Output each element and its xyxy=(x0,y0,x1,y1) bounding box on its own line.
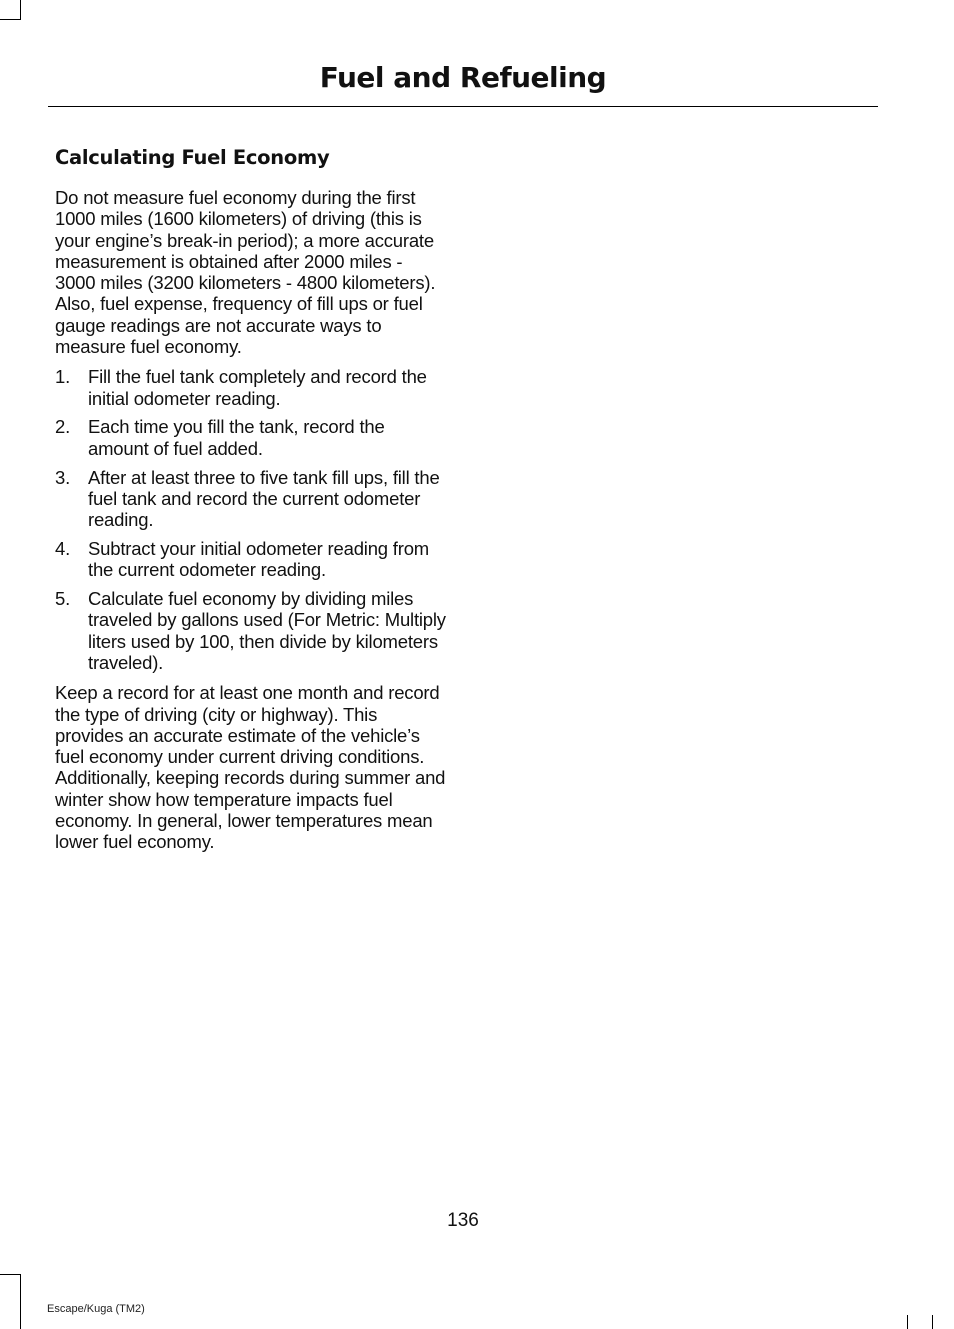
crop-mark-top-left-vertical xyxy=(20,0,21,19)
step-text: Fill the fuel tank completely and record the initial odometer reading. xyxy=(88,366,427,409)
step-number: 4. xyxy=(55,537,71,559)
title-divider xyxy=(48,106,878,107)
step-item-3 xyxy=(55,467,447,531)
footer-model-label: Escape/Kuga (TM2) xyxy=(47,1303,145,1315)
step-item-5 xyxy=(55,588,447,673)
step-item-4 xyxy=(55,538,447,581)
crop-mark-bottom-right-vertical-1 xyxy=(907,1315,908,1329)
step-number: 5. xyxy=(55,588,71,610)
crop-mark-bottom-right-vertical-2 xyxy=(932,1315,933,1329)
step-item-1 xyxy=(55,366,447,409)
page-number: 136 xyxy=(447,1210,479,1231)
content-column xyxy=(55,143,447,853)
section-heading: Calculating Fuel Economy xyxy=(55,146,330,169)
crop-mark-bottom-left-vertical xyxy=(20,1274,21,1329)
step-text: Calculate fuel economy by dividing miles traveled by gallons used (For Metric: Multiply liters used by 100, then divide by kilometers traveled). xyxy=(88,588,446,673)
crop-mark-top-left-horizontal xyxy=(0,19,21,20)
step-number: 3. xyxy=(55,466,71,488)
page-title: Fuel and Refueling xyxy=(319,61,607,94)
step-text: Each time you fill the tank, record the amount of fuel added. xyxy=(88,416,385,459)
step-text: Subtract your initial odometer reading from the current odometer reading. xyxy=(88,537,430,581)
step-text: After at least three to five tank fill ups, fill the fuel tank and record the current odometer reading. xyxy=(88,466,440,531)
step-number: 1. xyxy=(55,366,71,388)
crop-mark-bottom-left-horizontal xyxy=(0,1274,21,1275)
intro-paragraph: Do not measure fuel economy during the first 1000 miles (1600 kilometers) of driving (this is your engine’s break-in period); a more accurate measurement is obtained after 2000 miles - 3000 miles (3200 kilometers - 4800 kilometers). Also, fuel expense, frequency of fill ups or fuel gauge readings are not accurate ways to measure fuel economy. xyxy=(55,187,436,358)
steps-list xyxy=(55,366,447,673)
step-item-2 xyxy=(55,416,447,459)
closing-paragraph: Keep a record for at least one month and record the type of driving (city or highway). This provides an accurate estimate of the vehicle’s fuel economy under current driving conditions. Additionally, keeping records during summer and winter show how temperature impacts fuel economy. In general, lower temperatures mean lower fuel economy. xyxy=(55,682,446,853)
step-number: 2. xyxy=(55,416,71,438)
